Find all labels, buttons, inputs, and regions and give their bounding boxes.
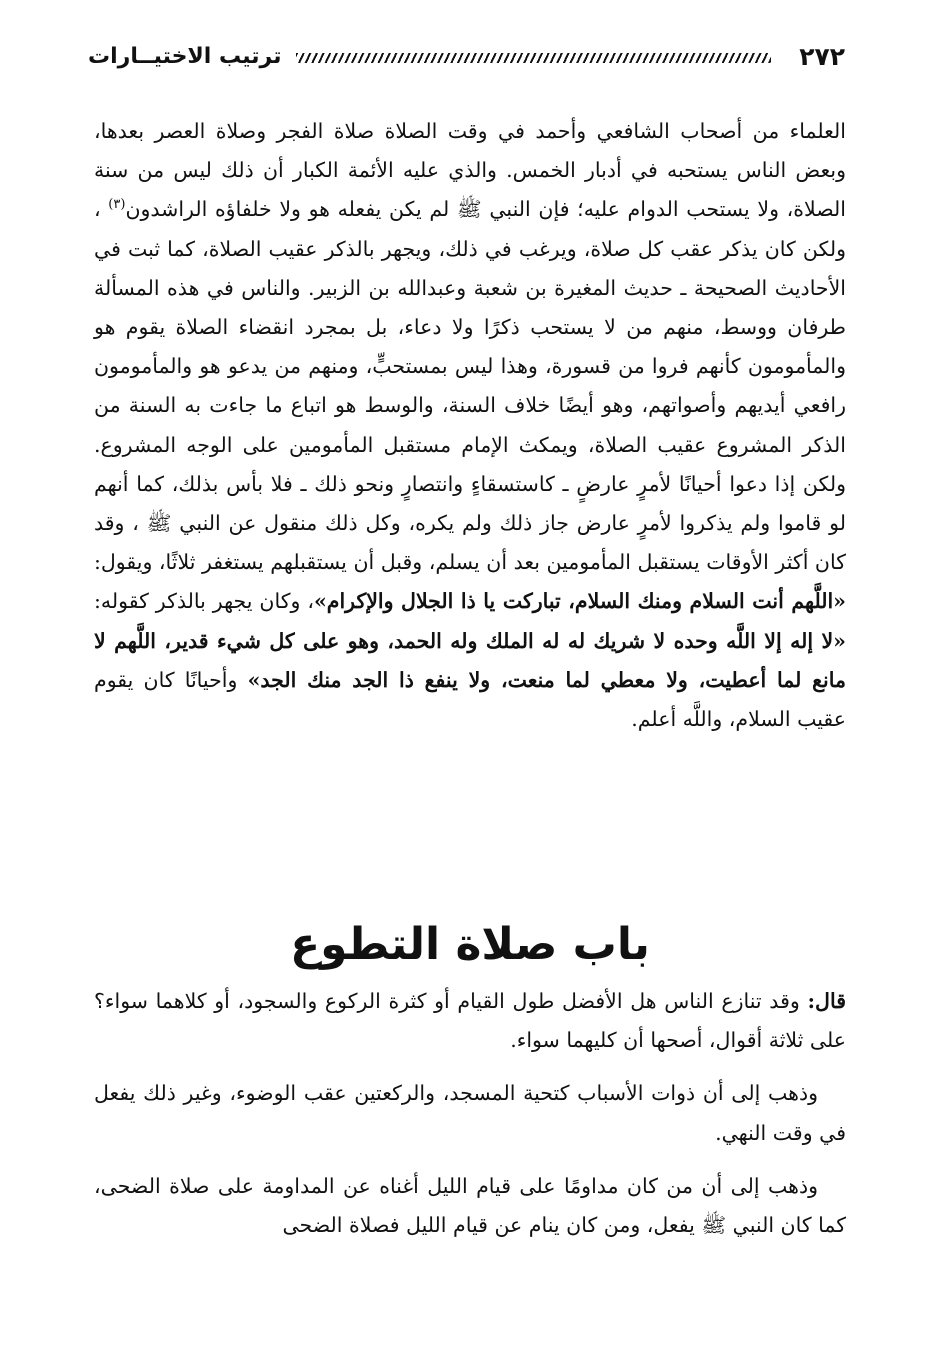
qal-label: قال: bbox=[807, 989, 846, 1013]
book-title: ترتيب الاختيــارات bbox=[88, 43, 282, 69]
paragraph-text: وأحيانًا كان يقوم عقيب السلام، واللَّه أعلم. bbox=[94, 667, 846, 732]
paragraph bbox=[94, 982, 846, 1060]
main-text bbox=[94, 112, 846, 739]
section-heading: باب صلاة التطوع bbox=[290, 919, 650, 970]
page-number: ٢٧٢ bbox=[799, 41, 845, 71]
running-header bbox=[88, 36, 845, 76]
section-text bbox=[94, 982, 846, 1259]
paragraph: وذهب إلى أن من كان مداومًا على قيام الليل أغناه عن المداومة على صلاة الضحى، كما كان النبي ﷺ يفعل، ومن كان ينام عن قيام الليل فصلاة الضحى bbox=[94, 1173, 846, 1238]
quoted-supplication: «لا إله إلا اللَّه وحده لا شريك له له الملك وله الحمد، وهو على كل شيء قدير، اللَّهم لا مانع لما أعطيت، ولا معطي لما منعت، ولا ينفع ذا الجد منك الجد» bbox=[94, 628, 846, 692]
paragraph bbox=[94, 112, 846, 739]
quoted-supplication: «اللَّهم أنت السلام ومنك السلام، تباركت يا ذا الجلال والإكرام» bbox=[313, 589, 846, 614]
paragraph: وذهب إلى أن ذوات الأسباب كتحية المسجد، والركعتين عقب الوضوء، وغير ذلك يفعل في وقت النهي. bbox=[94, 1081, 846, 1145]
paragraph-text: ، وكان يجهر بالذكر كقوله: bbox=[94, 589, 314, 614]
paragraph-text: العلماء من أصحاب الشافعي وأحمد في وقت الصلاة صلاة الفجر وصلاة العصر بعدها، وبعض الناس يستحبه في أدبار الخمس. والذي عليه الأئمة الكبار أن ذلك ليس من سنة الصلاة، ولا يستحب الدوام عليه؛ فإن النبي ﷺ لم يكن يفعله هو ولا خلفاؤه الراشدون bbox=[94, 119, 846, 222]
footnote-reference: (٣) bbox=[108, 197, 126, 213]
header-rule bbox=[296, 53, 772, 63]
paragraph-text: وقد تنازع الناس هل الأفضل طول القيام أو كثرة الركوع والسجود، أو كلاهما سواء؟ على ثلاثة أقوال، أصحها أن كليهما سواء. bbox=[94, 989, 846, 1053]
paragraph-text: ، ولكن كان يذكر عقب كل صلاة، ويرغب في ذلك، ويجهر بالذكر عقيب الصلاة، كما ثبت في الأحاديث الصحيحة ـ حديث المغيرة بن شعبة وعبدالله بن الزبير. والناس في هذه المسألة طرفان ووسط، منهم من لا يستحب ذكرًا ولا دعاء، بل بمجرد انقضاء الصلاة يقوم هو والمأمومون كأنهم فروا من قسورة، وهذا ليس بمستحبٍّ، ومنهم من يدعو هو والمأمومون رافعي أيديهم وأصواتهم، وهو أيضًا خلاف السنة، والوسط هو اتباع ما جاءت به السنة من الذكر المشروع عقيب الصلاة، ويمكث الإمام مستقبل المأمومين على الوجه المشروع. ولكن إذا دعوا أحيانًا لأمرٍ عارضٍ ـ كاستسقاءٍ وانتصارٍ ونحو ذلك ـ فلا بأس بذلك، كما أنهم لو قاموا ولم يذكروا لأمرٍ عارض جاز ذلك ولم يكره، وكل ذلك منقول عن النبي ﷺ ، وقد كان أكثر الأوقات يستقبل المأمومين بعد أن يسلم، وقبل أن يستقبلهم يستغفر ثلاثًا، ويقول: bbox=[94, 197, 846, 575]
